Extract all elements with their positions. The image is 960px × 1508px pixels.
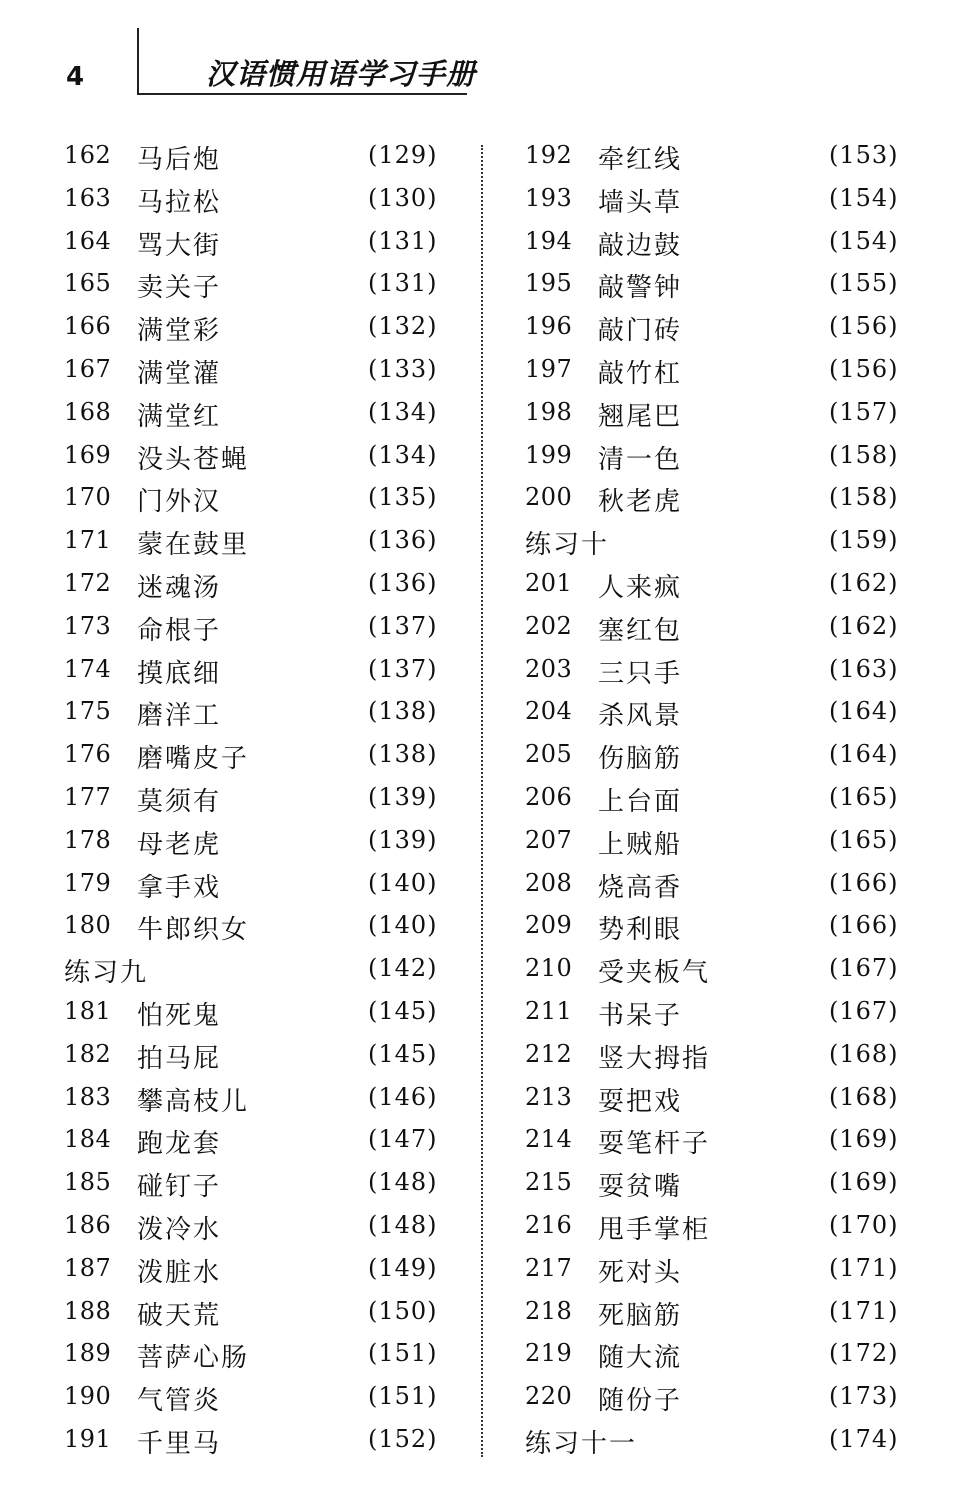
entry-term: 命根子 xyxy=(137,615,222,646)
entry-number: 180 xyxy=(64,911,112,940)
entry-term: 卖关子 xyxy=(137,273,222,304)
entry-number: 188 xyxy=(64,1296,112,1325)
entry-page-ref: (167) xyxy=(829,954,899,983)
index-entry xyxy=(525,1119,935,1162)
entry-term: 耍把戏 xyxy=(598,1086,683,1117)
entry-number: 191 xyxy=(64,1424,112,1453)
entry-page-ref: (131) xyxy=(368,226,438,255)
index-entry xyxy=(64,221,474,264)
entry-number: 202 xyxy=(525,611,573,640)
entry-number: 196 xyxy=(525,312,573,341)
entry-term: 破天荒 xyxy=(137,1300,222,1331)
entry-page-ref: (155) xyxy=(829,269,899,298)
entry-term: 翘尾巴 xyxy=(598,401,683,432)
entry-page-ref: (137) xyxy=(368,654,438,683)
entry-term: 上台面 xyxy=(598,786,683,817)
entry-term: 母老虎 xyxy=(137,829,222,860)
book-title: 汉语惯用语学习手册 xyxy=(206,57,477,91)
entry-page-ref: (140) xyxy=(368,911,438,940)
index-entry xyxy=(64,1034,474,1077)
entry-page-ref: (174) xyxy=(829,1424,899,1453)
entry-term: 甩手掌柜 xyxy=(598,1214,711,1245)
exercise-heading xyxy=(525,1419,935,1462)
entry-number: 205 xyxy=(525,740,573,769)
entry-page-ref: (171) xyxy=(829,1296,899,1325)
index-entry xyxy=(525,306,935,349)
entry-page-ref: (172) xyxy=(829,1339,899,1368)
entry-page-ref: (148) xyxy=(368,1210,438,1239)
index-entry xyxy=(525,1376,935,1419)
entry-page-ref: (158) xyxy=(829,483,899,512)
index-entry xyxy=(64,1376,474,1419)
index-entry xyxy=(525,477,935,520)
entry-term: 摸底细 xyxy=(137,658,222,689)
entry-term: 杀风景 xyxy=(598,701,683,732)
entry-term: 敲警钟 xyxy=(598,273,683,304)
index-entry xyxy=(64,1248,474,1291)
index-entry xyxy=(64,306,474,349)
entry-term: 敲边鼓 xyxy=(598,230,683,261)
entry-page-ref: (164) xyxy=(829,740,899,769)
index-entry xyxy=(525,606,935,649)
index-entry xyxy=(525,1205,935,1248)
exercise-heading xyxy=(64,948,474,991)
entry-page-ref: (164) xyxy=(829,697,899,726)
index-entry xyxy=(64,777,474,820)
entry-page-ref: (133) xyxy=(368,354,438,383)
entry-term: 满堂灌 xyxy=(137,358,222,389)
entry-page-ref: (158) xyxy=(829,440,899,469)
entry-term: 清一色 xyxy=(598,444,683,475)
entry-number: 186 xyxy=(64,1210,112,1239)
index-entry xyxy=(525,1162,935,1205)
entry-number: 193 xyxy=(525,183,573,212)
header-horizontal-rule xyxy=(137,93,467,95)
entry-term: 泼冷水 xyxy=(137,1214,222,1245)
index-entry xyxy=(64,1291,474,1334)
column-divider xyxy=(481,145,483,1457)
entry-page-ref: (154) xyxy=(829,183,899,212)
entry-number: 182 xyxy=(64,1039,112,1068)
entry-term: 竖大拇指 xyxy=(598,1043,711,1074)
entry-page-ref: (167) xyxy=(829,996,899,1025)
index-entry xyxy=(64,691,474,734)
entry-term: 耍笔杆子 xyxy=(598,1129,711,1160)
index-entry xyxy=(64,135,474,178)
index-entry xyxy=(64,1333,474,1376)
entry-number: 185 xyxy=(64,1168,112,1197)
entry-number: 192 xyxy=(525,141,573,169)
entry-number: 204 xyxy=(525,697,573,726)
entry-number: 199 xyxy=(525,440,573,469)
entry-number: 166 xyxy=(64,312,112,341)
entry-term: 迷魂汤 xyxy=(137,572,222,603)
index-entry xyxy=(64,734,474,777)
entry-page-ref: (147) xyxy=(368,1125,438,1154)
index-entry xyxy=(525,1333,935,1376)
index-entry xyxy=(525,820,935,863)
entry-page-ref: (171) xyxy=(829,1253,899,1282)
entry-number: 170 xyxy=(64,483,112,512)
entry-term: 练习十 xyxy=(525,530,610,561)
index-entry xyxy=(64,606,474,649)
entry-page-ref: (131) xyxy=(368,269,438,298)
entry-term: 马拉松 xyxy=(137,187,222,218)
index-entry xyxy=(525,135,935,178)
index-entry xyxy=(64,520,474,563)
index-entry xyxy=(525,263,935,306)
entry-page-ref: (151) xyxy=(368,1382,438,1411)
index-entry xyxy=(525,649,935,692)
entry-page-ref: (138) xyxy=(368,697,438,726)
entry-number: 162 xyxy=(64,141,112,169)
index-entry xyxy=(525,435,935,478)
entry-number: 197 xyxy=(525,354,573,383)
entry-page-ref: (136) xyxy=(368,568,438,597)
entry-page-ref: (149) xyxy=(368,1253,438,1282)
entry-term: 攀高枝儿 xyxy=(137,1086,250,1117)
entry-term: 磨洋工 xyxy=(137,701,222,732)
entry-number: 213 xyxy=(525,1082,573,1111)
index-entry xyxy=(525,905,935,948)
entry-page-ref: (140) xyxy=(368,868,438,897)
entry-term: 死对头 xyxy=(598,1257,683,1288)
entry-term: 满堂彩 xyxy=(137,316,222,347)
entry-number: 207 xyxy=(525,825,573,854)
index-entry xyxy=(64,1162,474,1205)
index-entry xyxy=(64,477,474,520)
entry-term: 练习十一 xyxy=(525,1428,638,1459)
entry-number: 212 xyxy=(525,1039,573,1068)
entry-term: 人来疯 xyxy=(598,572,683,603)
entry-term: 牵红线 xyxy=(598,145,683,175)
index-entry xyxy=(64,820,474,863)
index-entry xyxy=(525,777,935,820)
entry-page-ref: (134) xyxy=(368,440,438,469)
entry-number: 210 xyxy=(525,954,573,983)
entry-number: 171 xyxy=(64,526,112,555)
entry-number: 198 xyxy=(525,397,573,426)
entry-term: 敲竹杠 xyxy=(598,358,683,389)
entry-number: 187 xyxy=(64,1253,112,1282)
entry-page-ref: (136) xyxy=(368,526,438,555)
index-entry xyxy=(64,349,474,392)
index-entry xyxy=(64,435,474,478)
index-entry xyxy=(64,991,474,1034)
entry-term: 气管炎 xyxy=(137,1386,222,1417)
index-entry xyxy=(64,1077,474,1120)
entry-term: 马后炮 xyxy=(137,145,222,175)
entry-page-ref: (135) xyxy=(368,483,438,512)
entry-page-ref: (148) xyxy=(368,1168,438,1197)
entry-number: 173 xyxy=(64,611,112,640)
entry-term: 三只手 xyxy=(598,658,683,689)
entry-page-ref: (166) xyxy=(829,911,899,940)
entry-number: 201 xyxy=(525,568,573,597)
entry-term: 拍马屁 xyxy=(137,1043,222,1074)
entry-number: 179 xyxy=(64,868,112,897)
entry-page-ref: (139) xyxy=(368,782,438,811)
index-entry xyxy=(64,563,474,606)
entry-number: 184 xyxy=(64,1125,112,1154)
entry-number: 217 xyxy=(525,1253,573,1282)
entry-term: 敲门砖 xyxy=(598,316,683,347)
entry-number: 203 xyxy=(525,654,573,683)
entry-number: 174 xyxy=(64,654,112,683)
entry-term: 秋老虎 xyxy=(598,487,683,518)
entry-page-ref: (142) xyxy=(368,954,438,983)
entry-term: 势利眼 xyxy=(598,915,683,946)
index-entry xyxy=(64,1419,474,1462)
entry-number: 200 xyxy=(525,483,573,512)
entry-term: 拿手戏 xyxy=(137,872,222,903)
entry-number: 178 xyxy=(64,825,112,854)
index-entry xyxy=(64,392,474,435)
entry-page-ref: (162) xyxy=(829,568,899,597)
entry-page-ref: (154) xyxy=(829,226,899,255)
entry-term: 满堂红 xyxy=(137,401,222,432)
entry-number: 216 xyxy=(525,1210,573,1239)
entry-page-ref: (165) xyxy=(829,782,899,811)
exercise-heading xyxy=(525,520,935,563)
entry-term: 莫须有 xyxy=(137,786,222,817)
entry-number: 165 xyxy=(64,269,112,298)
index-entry xyxy=(64,863,474,906)
entry-page-ref: (168) xyxy=(829,1082,899,1111)
entry-page-ref: (132) xyxy=(368,312,438,341)
entry-term: 随份子 xyxy=(598,1386,683,1417)
entry-term: 练习九 xyxy=(64,958,149,989)
index-entry xyxy=(64,1205,474,1248)
entry-page-ref: (173) xyxy=(829,1382,899,1411)
entry-page-ref: (130) xyxy=(368,183,438,212)
entry-page-ref: (151) xyxy=(368,1339,438,1368)
entry-page-ref: (166) xyxy=(829,868,899,897)
entry-term: 碰钉子 xyxy=(137,1172,222,1203)
entry-page-ref: (134) xyxy=(368,397,438,426)
index-entry xyxy=(64,905,474,948)
entry-page-ref: (150) xyxy=(368,1296,438,1325)
entry-number: 218 xyxy=(525,1296,573,1325)
entry-term: 跑龙套 xyxy=(137,1129,222,1160)
entry-page-ref: (139) xyxy=(368,825,438,854)
entry-number: 189 xyxy=(64,1339,112,1368)
entry-number: 177 xyxy=(64,782,112,811)
entry-number: 168 xyxy=(64,397,112,426)
entry-page-ref: (137) xyxy=(368,611,438,640)
right-column xyxy=(525,135,935,1462)
index-entry xyxy=(525,563,935,606)
entry-number: 183 xyxy=(64,1082,112,1111)
entry-term: 烧高香 xyxy=(598,872,683,903)
entry-number: 167 xyxy=(64,354,112,383)
entry-term: 随大流 xyxy=(598,1343,683,1374)
entry-number: 211 xyxy=(525,996,573,1025)
entry-term: 门外汉 xyxy=(137,487,222,518)
page-number: 4 xyxy=(66,62,85,92)
index-entry xyxy=(525,1034,935,1077)
index-entry xyxy=(64,649,474,692)
index-entry xyxy=(525,863,935,906)
entry-term: 泼脏水 xyxy=(137,1257,222,1288)
entry-term: 伤脑筋 xyxy=(598,744,683,775)
entry-term: 塞红包 xyxy=(598,615,683,646)
entry-number: 169 xyxy=(64,440,112,469)
entry-number: 195 xyxy=(525,269,573,298)
header-vertical-rule xyxy=(137,28,139,95)
entry-number: 214 xyxy=(525,1125,573,1154)
index-entry xyxy=(64,178,474,221)
index-entry xyxy=(64,1119,474,1162)
entry-number: 172 xyxy=(64,568,112,597)
index-entry xyxy=(525,178,935,221)
entry-page-ref: (129) xyxy=(368,141,438,169)
entry-term: 牛郎织女 xyxy=(137,915,250,946)
entry-number: 194 xyxy=(525,226,573,255)
entry-page-ref: (169) xyxy=(829,1125,899,1154)
index-entry xyxy=(525,392,935,435)
entry-page-ref: (163) xyxy=(829,654,899,683)
index-entry xyxy=(525,691,935,734)
index-entry xyxy=(525,991,935,1034)
entry-term: 耍贫嘴 xyxy=(598,1172,683,1203)
entry-term: 死脑筋 xyxy=(598,1300,683,1331)
entry-page-ref: (153) xyxy=(829,141,899,169)
entry-term: 蒙在鼓里 xyxy=(137,530,250,561)
index-entry xyxy=(525,1248,935,1291)
index-entry xyxy=(525,1077,935,1120)
index-entry xyxy=(525,1291,935,1334)
entry-page-ref: (146) xyxy=(368,1082,438,1111)
entry-number: 190 xyxy=(64,1382,112,1411)
entry-number: 220 xyxy=(525,1382,573,1411)
index-entry xyxy=(525,221,935,264)
entry-term: 菩萨心肠 xyxy=(137,1343,250,1374)
entry-term: 上贼船 xyxy=(598,829,683,860)
entry-term: 千里马 xyxy=(137,1428,222,1459)
index-entry xyxy=(525,948,935,991)
entry-number: 181 xyxy=(64,996,112,1025)
entry-term: 书呆子 xyxy=(598,1000,683,1031)
entry-number: 163 xyxy=(64,183,112,212)
entry-page-ref: (159) xyxy=(829,526,899,555)
entry-term: 受夹板气 xyxy=(598,958,711,989)
index-entry xyxy=(525,734,935,777)
entry-number: 164 xyxy=(64,226,112,255)
entry-term: 骂大街 xyxy=(137,230,222,261)
entry-page-ref: (162) xyxy=(829,611,899,640)
entry-page-ref: (157) xyxy=(829,397,899,426)
entry-page-ref: (156) xyxy=(829,354,899,383)
entry-page-ref: (169) xyxy=(829,1168,899,1197)
entry-term: 磨嘴皮子 xyxy=(137,744,250,775)
entry-page-ref: (145) xyxy=(368,996,438,1025)
entry-term: 没头苍蝇 xyxy=(137,444,250,475)
entry-page-ref: (138) xyxy=(368,740,438,769)
index-entry xyxy=(525,349,935,392)
entry-number: 175 xyxy=(64,697,112,726)
index-entry xyxy=(64,263,474,306)
entry-number: 209 xyxy=(525,911,573,940)
entry-term: 怕死鬼 xyxy=(137,1000,222,1031)
entry-number: 206 xyxy=(525,782,573,811)
entry-page-ref: (156) xyxy=(829,312,899,341)
entry-page-ref: (165) xyxy=(829,825,899,854)
entry-page-ref: (170) xyxy=(829,1210,899,1239)
entry-number: 215 xyxy=(525,1168,573,1197)
entry-page-ref: (145) xyxy=(368,1039,438,1068)
page-header xyxy=(0,0,960,110)
entry-page-ref: (152) xyxy=(368,1424,438,1453)
entry-number: 176 xyxy=(64,740,112,769)
left-column xyxy=(64,135,474,1462)
entry-number: 219 xyxy=(525,1339,573,1368)
entry-number: 208 xyxy=(525,868,573,897)
entry-term: 墙头草 xyxy=(598,187,683,218)
entry-page-ref: (168) xyxy=(829,1039,899,1068)
